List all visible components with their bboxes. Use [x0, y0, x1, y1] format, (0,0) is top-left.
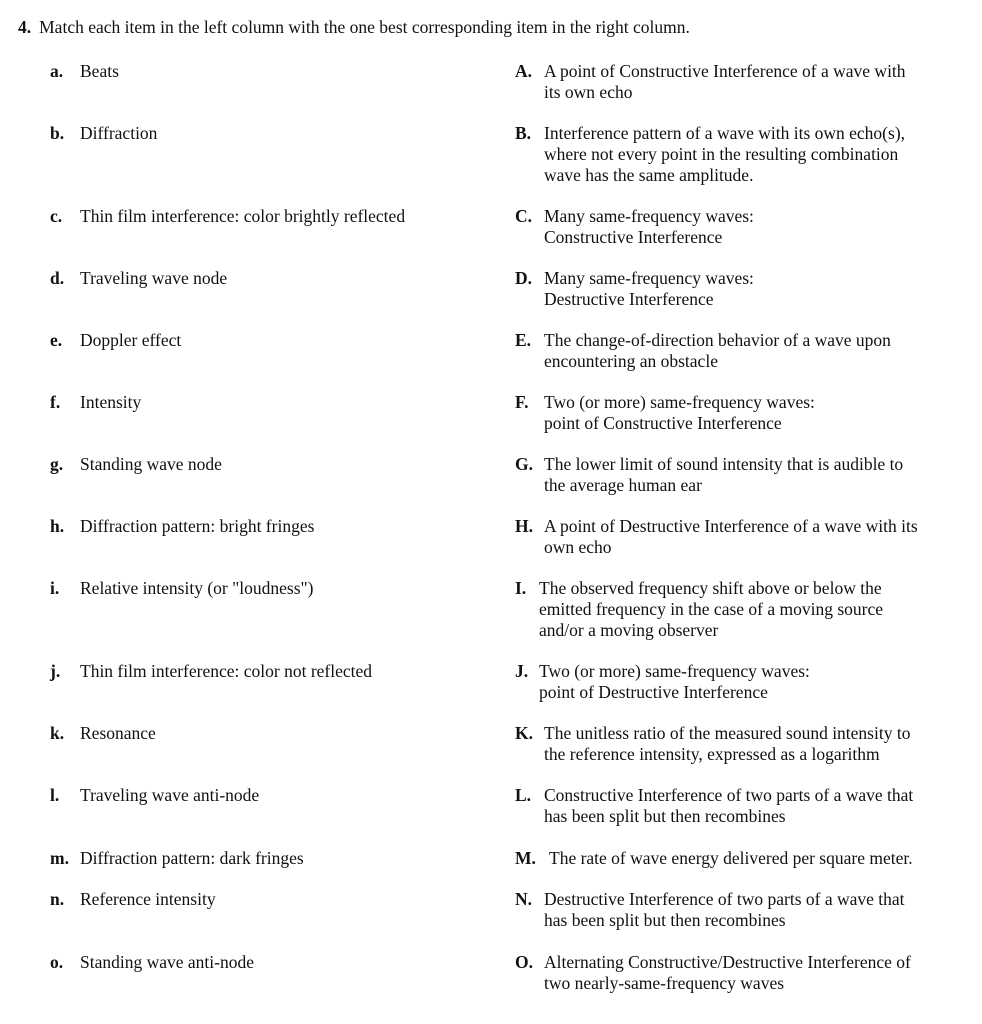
right-item-letter: J. — [515, 661, 529, 681]
left-item-letter: b. — [50, 123, 65, 143]
left-item-text: Thin film interference: color not reflected — [80, 661, 373, 681]
right-item-line: encountering an obstacle — [544, 351, 718, 371]
right-item-line: its own echo — [544, 82, 633, 102]
right-item-line: has been split but then recombines — [544, 910, 786, 930]
left-item-text: Beats — [80, 61, 119, 81]
right-item-line: Alternating Constructive/Destructive Interference of — [544, 952, 911, 972]
left-item-letter: c. — [50, 206, 63, 226]
left-item — [50, 952, 254, 973]
right-item-line: Destructive Interference — [544, 289, 714, 309]
left-item — [50, 785, 259, 806]
left-item-letter: g. — [50, 454, 64, 474]
left-item — [50, 454, 222, 475]
left-item-text: Traveling wave node — [80, 268, 228, 288]
right-item-letter: B. — [515, 123, 532, 143]
left-item — [50, 723, 156, 744]
right-item-letter: C. — [515, 206, 533, 226]
left-item — [50, 206, 405, 227]
left-item-letter: n. — [50, 889, 65, 909]
right-item-description — [544, 330, 891, 372]
right-item-description — [544, 392, 815, 434]
right-item-letter: K. — [515, 723, 533, 743]
right-item-line: where not every point in the resulting combination — [544, 144, 899, 164]
left-item-text: Diffraction — [80, 123, 158, 143]
left-item-letter: j. — [50, 661, 61, 681]
right-item-description — [539, 578, 883, 641]
right-item-line: point of Destructive Interference — [539, 682, 768, 702]
right-item-letter: N. — [515, 889, 533, 909]
left-item-letter: f. — [50, 392, 61, 412]
right-item-description — [544, 785, 913, 827]
right-item-line: The change-of-direction behavior of a wave upon — [544, 330, 891, 350]
left-item-letter: d. — [50, 268, 65, 288]
right-item-line: the reference intensity, expressed as a logarithm — [544, 744, 880, 764]
right-item-line: emitted frequency in the case of a moving source — [539, 599, 884, 619]
right-item-letter: L. — [515, 785, 532, 805]
left-item — [50, 661, 372, 682]
right-item-line: and/or a moving observer — [539, 620, 719, 640]
right-item-description — [544, 454, 903, 496]
right-item-line: Destructive Interference of two parts of a wave that — [544, 889, 905, 909]
right-item-description — [544, 516, 918, 558]
right-item-letter: I. — [515, 578, 527, 598]
right-item-letter: E. — [515, 330, 532, 350]
left-item — [50, 268, 227, 289]
left-item — [50, 848, 304, 869]
right-item-line: A point of Constructive Interference of a wave with — [544, 61, 906, 81]
left-item-text: Diffraction pattern: bright fringes — [80, 516, 315, 536]
left-item — [50, 889, 216, 910]
right-item-line: The unitless ratio of the measured sound intensity to — [544, 723, 911, 743]
right-item-line: Two (or more) same-frequency waves: — [544, 392, 815, 412]
right-item-letter: F. — [515, 392, 529, 412]
right-item-description — [544, 206, 754, 248]
right-item-description — [544, 723, 910, 765]
right-item-description — [539, 661, 810, 703]
question-number: 4. — [18, 17, 32, 37]
right-item-line: The lower limit of sound intensity that is audible to — [544, 454, 904, 474]
right-item-line: two nearly-same-frequency waves — [544, 973, 785, 993]
right-item-line: Interference pattern of a wave with its own echo(s), — [544, 123, 906, 143]
right-item-letter: O. — [515, 952, 533, 972]
right-item-letter: M. — [515, 848, 536, 868]
right-item-line: point of Constructive Interference — [544, 413, 782, 433]
right-item-description — [544, 123, 905, 186]
right-item-line: Many same-frequency waves: — [544, 206, 754, 226]
left-item-text: Traveling wave anti-node — [80, 785, 260, 805]
left-item-text: Relative intensity (or "loudness") — [80, 578, 314, 598]
left-item — [50, 61, 119, 82]
right-item-line: Two (or more) same-frequency waves: — [539, 661, 810, 681]
right-item-line: Constructive Interference — [544, 227, 723, 247]
left-item-text: Standing wave node — [80, 454, 222, 474]
left-item — [50, 330, 181, 351]
left-item-text: Reference intensity — [80, 889, 216, 909]
right-item-letter: G. — [515, 454, 533, 474]
left-item-letter: m. — [50, 848, 69, 868]
right-item-line: the average human ear — [544, 475, 702, 495]
question-prompt — [18, 17, 690, 38]
left-item-letter: k. — [50, 723, 65, 743]
right-item-line: wave has the same amplitude. — [544, 165, 754, 185]
left-item-letter: h. — [50, 516, 65, 536]
left-item — [50, 578, 313, 599]
question-text: Match each item in the left column with the one best corresponding item in the right column. — [39, 17, 690, 37]
right-item-letter: H. — [515, 516, 533, 536]
right-item-line: Many same-frequency waves: — [544, 268, 754, 288]
left-item — [50, 392, 141, 413]
right-item-line: The observed frequency shift above or below the — [539, 578, 882, 598]
right-item-description — [544, 268, 754, 310]
right-item-description — [549, 848, 913, 869]
left-item-letter: l. — [50, 785, 60, 805]
right-item-line: The rate of wave energy delivered per square meter. — [549, 848, 913, 868]
left-item-text: Diffraction pattern: dark fringes — [80, 848, 304, 868]
left-item-letter: o. — [50, 952, 64, 972]
left-item — [50, 123, 157, 144]
right-item-description — [544, 952, 911, 994]
right-item-line: A point of Destructive Interference of a wave with its — [544, 516, 918, 536]
right-item-line: own echo — [544, 537, 612, 557]
left-item — [50, 516, 314, 537]
left-item-letter: i. — [50, 578, 60, 598]
right-item-line: has been split but then recombines — [544, 806, 786, 826]
right-item-description — [544, 61, 906, 103]
left-item-text: Thin film interference: color brightly reflected — [80, 206, 406, 226]
left-item-text: Resonance — [80, 723, 156, 743]
left-item-text: Intensity — [80, 392, 142, 412]
right-item-description — [544, 889, 905, 931]
left-item-letter: a. — [50, 61, 64, 81]
left-item-letter: e. — [50, 330, 63, 350]
left-item-text: Standing wave anti-node — [80, 952, 254, 972]
right-item-letter: D. — [515, 268, 533, 288]
right-item-line: Constructive Interference of two parts of a wave that — [544, 785, 914, 805]
left-item-text: Doppler effect — [80, 330, 182, 350]
right-item-letter: A. — [515, 61, 533, 81]
